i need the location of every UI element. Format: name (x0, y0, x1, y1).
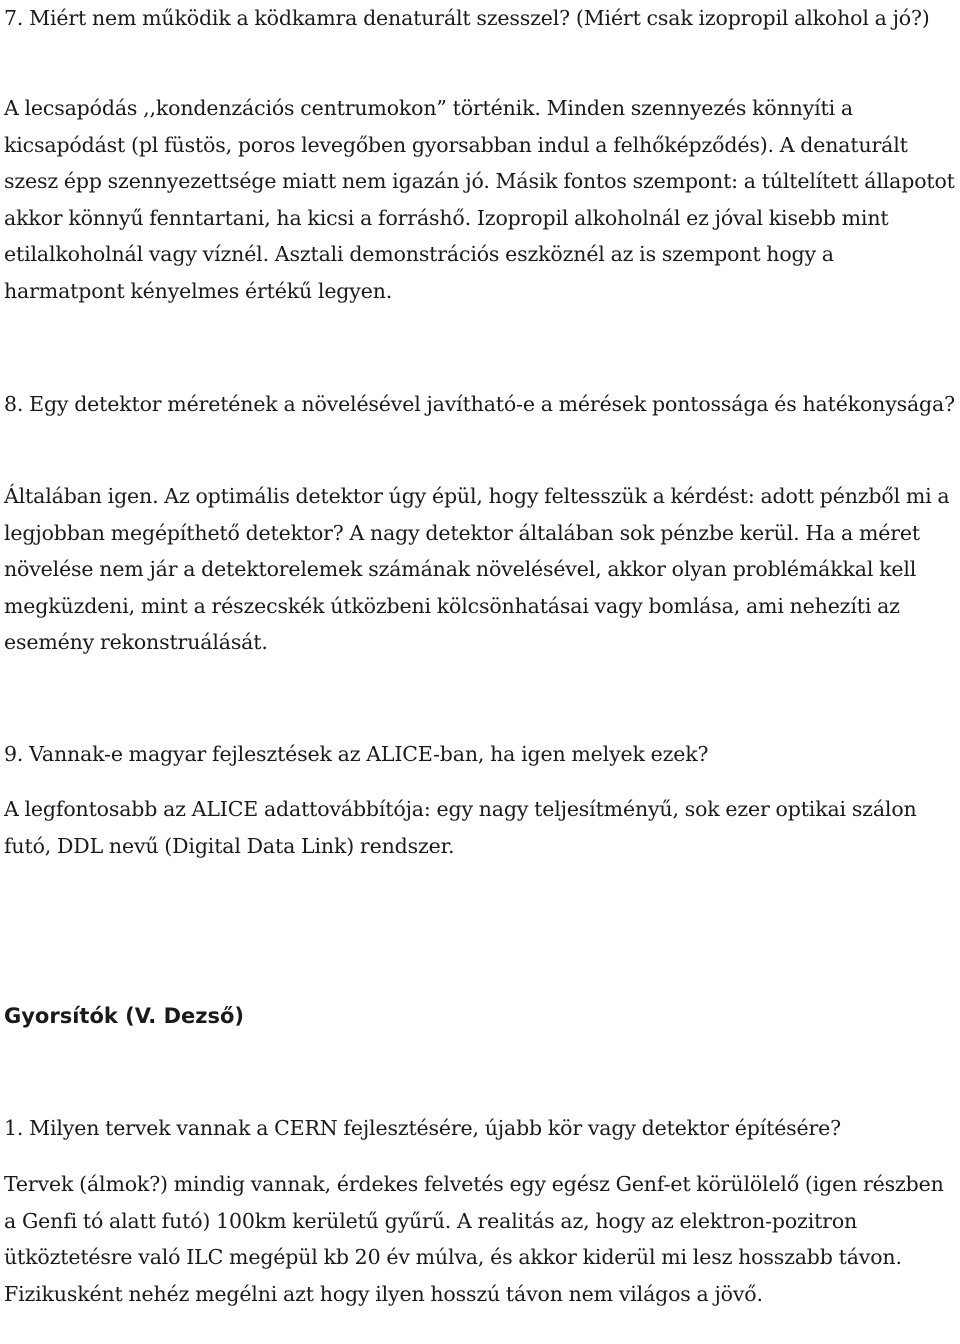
answer-s1: Tervek (álmok?) mindig vannak, érdekes felvetés egy egész Genf-et körülölelő (igen részben a Genfi tó alatt futó) 100km kerületű gyűrű. A realitás az, hogy az elektron-pozitron ütköztetésre való ILC megépül kb 20 év múlva, és akkor kiderül mi lesz hosszabb távon. Fizikusként nehéz megélni azt hogy ilyen hosszú távon nem világos a jövő. (4, 1172, 944, 1306)
question-8: 8. Egy detektor méretének a növelésével javítható-e a mérések pontossága és hatékonysága? (4, 392, 955, 416)
question-9: 9. Vannak-e magyar fejlesztések az ALICE-ban, ha igen melyek ezek? (4, 742, 709, 766)
answer-8: Általában igen. Az optimális detektor úgy épül, hogy feltesszük a kérdést: adott pénzből mi a legjobban megépíthető detektor? A nagy detektor általában sok pénzbe kerül. Ha a méret növelése nem jár a detektorelemek számának növelésével, akkor olyan problémákkal kell megküzdeni, mint a részecskék útközbeni kölcsönhatásai vagy bomlása, ami nehezíti az esemény rekonstruálását. (4, 484, 950, 655)
question-7: 7. Miért nem működik a ködkamra denaturált szesszel? (Miért csak izopropil alkohol a jó?) (4, 6, 930, 30)
answer-9: A legfontosabb az ALICE adattovábbítója: egy nagy teljesítményű, sok ezer optikai szálon futó, DDL nevű (Digital Data Link) rendszer. (4, 797, 917, 858)
question-s1: 1. Milyen tervek vannak a CERN fejlesztésére, újabb kör vagy detektor építésére? (4, 1116, 841, 1140)
answer-7: A lecsapódás ,,kondenzációs centrumokon” történik. Minden szennyezés könnyíti a kicsapódást (pl füstös, poros levegőben gyorsabban indul a felhőképződés). A denaturált szesz épp szennyezettsége miatt nem igazán jó. Másik fontos szempont: a túltelített állapotot akkor könnyű fenntartani, ha kicsi a forráshő. Izopropil alkoholnál ez jóval kisebb mint etilalkoholnál vagy víznél. Asztali demonstrációs eszköznél az is szempont hogy a harmatpont kényelmes értékű legyen. (4, 96, 955, 303)
section-heading: Gyorsítók (V. Dezső) (4, 1004, 245, 1028)
